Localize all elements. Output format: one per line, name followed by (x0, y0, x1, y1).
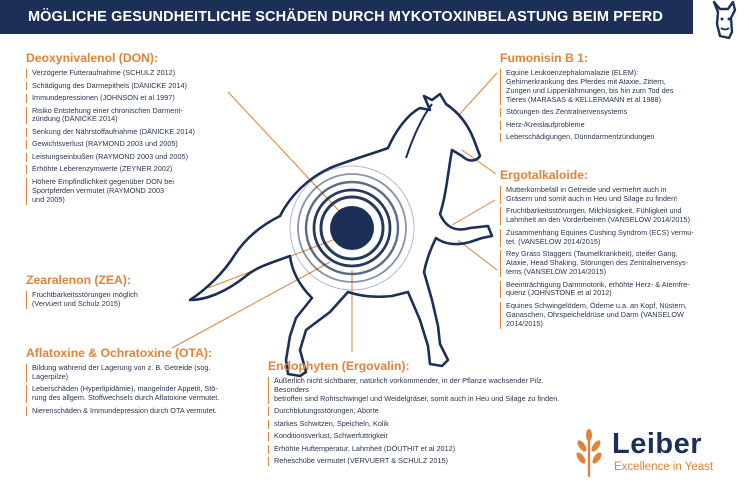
list-item: Durchblutungsstörungen, Aborte (268, 407, 568, 416)
list-item: Erhöhte Leberenzymwerte (ZEYNER 2002) (26, 165, 236, 174)
section-fumonisin (500, 51, 740, 146)
list-item: Equines Schwingelödem, Ödeme u.a. an Kopf, Nüstern, Ganaschen, Ohrspeicheldrüse und Darm (VANSELOW 2014/2015) (500, 302, 740, 329)
list-item: Schädigung des Darmepithels (DÄNICKE 2014) (26, 82, 236, 91)
wheat-icon (568, 428, 610, 478)
list-item: Gewichtsverlust (RAYMOND 2003 und 2005) (26, 140, 236, 149)
list-aflatoxine (26, 364, 266, 416)
section-title-endophyten: Endophyten (Ergovalin): (268, 359, 410, 373)
section-title-aflatoxine: Aflatoxine & Ochratoxine (OTA): (26, 346, 212, 360)
list-item: Mutterkornbefall in Getreide und vermehrt auch in Gräsern und somit auch in Heu und Silage zu finden! (500, 186, 740, 204)
page-title: MÖGLICHE GESUNDHEITLICHE SCHÄDEN DURCH MYKOTOXINBELASTUNG BEIM PFERD (28, 9, 663, 25)
list-item: Nierenschäden & Immundepression durch OTA vermutet. (26, 407, 266, 416)
list-item: Leistungseinbußen (RAYMOND 2003 und 2005) (26, 153, 236, 162)
list-item: Immundepressionen (JOHNSON et al 1997) (26, 94, 236, 103)
list-item: Reheschübe vermutet (VERVUERT & SCHULZ 2015) (268, 457, 568, 466)
list-item: Herz-/Kreislaufprobleme (500, 121, 740, 130)
list-item: Leberschädigungen, Dünndarmentzündungen (500, 133, 740, 142)
list-item: Konditionsverlust, Schwerfuttrigkeit (268, 432, 568, 441)
list-item: Bildung während der Lagerung von z. B. Getreide (sog. Lagerpilze) (26, 364, 266, 382)
brand-name: Leiber (612, 428, 703, 460)
section-aflatoxine (26, 346, 266, 419)
list-item: Fruchtbarkeitsstörungen möglich (Vervuert und Schulz 2015) (26, 291, 226, 309)
section-endophyten (268, 359, 568, 470)
list-item: Erhöhte Huftemperatur, Lahmheit (DOUTHIT et al 2012) (268, 445, 568, 454)
brand-tagline: Excellence in Yeast (614, 461, 714, 473)
list-item: Zusammenhang Equines Cushing Syndrom (ECS) vermu- tet. (VANSELOW 2014/2015) (500, 229, 740, 247)
list-item: starkes Schwitzen, Speicheln, Kolik (268, 420, 568, 429)
section-don (26, 51, 236, 208)
section-title-zea: Zearalenon (ZEA): (26, 273, 131, 287)
section-title-fumonisin: Fumonisin B 1: (500, 51, 589, 65)
list-fumonisin (500, 69, 740, 142)
brand-logo (568, 428, 738, 478)
list-item: Beeinträchtigung Darmmotorik, erhöhte Herz- & Atemfre- quenz (JOHNSTONE et al 2012) (500, 281, 740, 299)
list-zea (26, 291, 226, 309)
list-item: Störungen des Zentralnervensystems (500, 108, 740, 117)
list-item: Rey Grass Staggers (Taumelkrankheit), steifer Gang, Ataxie, Head Shaking, Störungen des Zentralnervensys- tems (VANSELOW 2014/2015) (500, 250, 740, 277)
list-item: Verzögerte Futteraufnahme (SCHULZ 2012) (26, 69, 236, 78)
list-item: Fruchtbarkeitsstörungen, Milchlosigkeit, Fühligkeit und Lahmheit an den Vorderbeinen (VANSELOW 2014/2015) (500, 207, 740, 225)
list-item: Leberschäden (Hyperlipidämie), mangelnder Appetit, Stö- rung des allgem. Stoffwechsels durch Aflatoxine vermutet. (26, 385, 266, 403)
list-item: Senkung der Nährstoffaufnahme (DÄNICKE 2014) (26, 128, 236, 137)
list-item: Risiko Entstehung einer chronischen Darment- zündung (DÄNICKE 2014) (26, 107, 236, 125)
list-ergot (500, 186, 740, 329)
list-item: Äußerlich nicht sichtbarer, natürlich vorkommender, in der Pflanze wachsender Pilz. Besonders betroffen sind Rohrschwingel und Weidelgräser, somit auch in Heu und Silage zu finden. (268, 377, 568, 404)
target-center (330, 206, 374, 250)
list-item: Equine Leukoenzephalomalazie (ELEM): Gehirnerkrankung des Pferdes mit Ataxie, Zittern, Zungen und Lippenlähmungen, bis hin zum Tod des Tieres (MARASAS & KELLERMANN et al 1988) (500, 69, 740, 105)
list-endophyten (268, 377, 568, 466)
section-title-don: Deoxynivalenol (DON): (26, 51, 159, 65)
list-don (26, 69, 236, 205)
section-title-ergot: Ergotalkaloide: (500, 168, 589, 182)
section-ergot (500, 168, 740, 332)
section-zea (26, 273, 226, 312)
list-item: Höhere Empfindlichkeit gegenüber DON bei Sportpferden vermutet (RAYMOND 2003 und 2005) (26, 178, 236, 205)
